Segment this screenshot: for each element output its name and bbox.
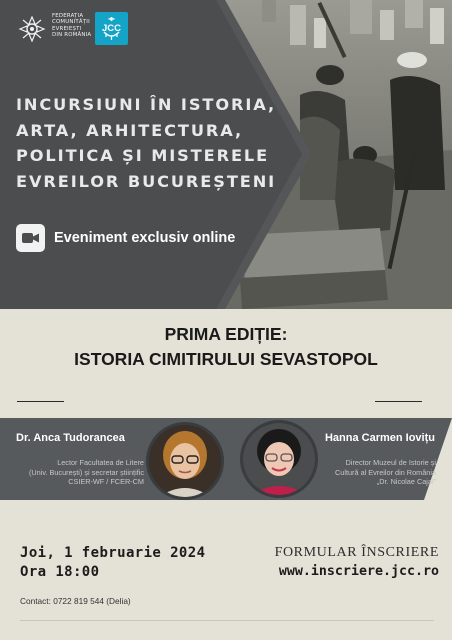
video-camera-icon [16, 224, 45, 252]
title-line: EVREILOR BUCUREȘTENI [16, 171, 277, 191]
divider-left [17, 401, 64, 402]
jcc-logo-text: JCC [101, 23, 122, 34]
title-line: POLITICA ȘI MISTERELE [16, 146, 270, 165]
edition-line-1: PRIMA EDIȚIE: [164, 324, 288, 344]
jcc-logo [95, 12, 128, 45]
divider-right [375, 401, 422, 402]
speaker-1-role: Lector Facultatea de Litere (Univ. București) și secretar științific CSIER-WF / FCER-CM [28, 458, 144, 487]
speaker-2-role: Director Muzeul de Istorie și Cultură al Evreilor din România „Dr. Nicolae Cajal” [335, 458, 436, 487]
edition-line-2: ISTORIA CIMITIRULUI SEVASTOPOL [74, 349, 378, 369]
federation-logo-icon [16, 13, 48, 45]
contact-info: Contact: 0722 819 544 (Delia) [20, 596, 131, 606]
speaker-2-avatar [240, 420, 318, 498]
title-line: ARTA, ARHITECTURA, [16, 120, 244, 140]
online-badge [16, 224, 235, 252]
registration-link[interactable]: www.inscriere.jcc.ro [278, 564, 439, 579]
page-title [16, 92, 306, 194]
speaker-2-name: Hanna Carmen Iovițu [324, 432, 435, 444]
title-line: INCURSIUNI ÎN ISTORIA, [16, 95, 277, 114]
event-time: Ora 18:00 [20, 564, 100, 580]
jcc-logo-icon [95, 12, 128, 45]
header-panel [0, 0, 452, 309]
speaker-1-name: Dr. Anca Tudorancea [16, 432, 125, 444]
event-date: Joi, 1 februarie 2024 [20, 545, 206, 561]
online-label: Eveniment exclusiv online [54, 230, 236, 246]
bottom-divider [20, 620, 434, 621]
registration-label: FORMULAR ÎNSCRIERE [274, 545, 439, 560]
federation-logo-text: FEDERAȚIA COMUNITĂȚII EVREIEȘTI DIN ROMÂNIA [52, 13, 92, 39]
speaker-1-avatar [146, 422, 224, 500]
edition-heading [0, 322, 452, 372]
